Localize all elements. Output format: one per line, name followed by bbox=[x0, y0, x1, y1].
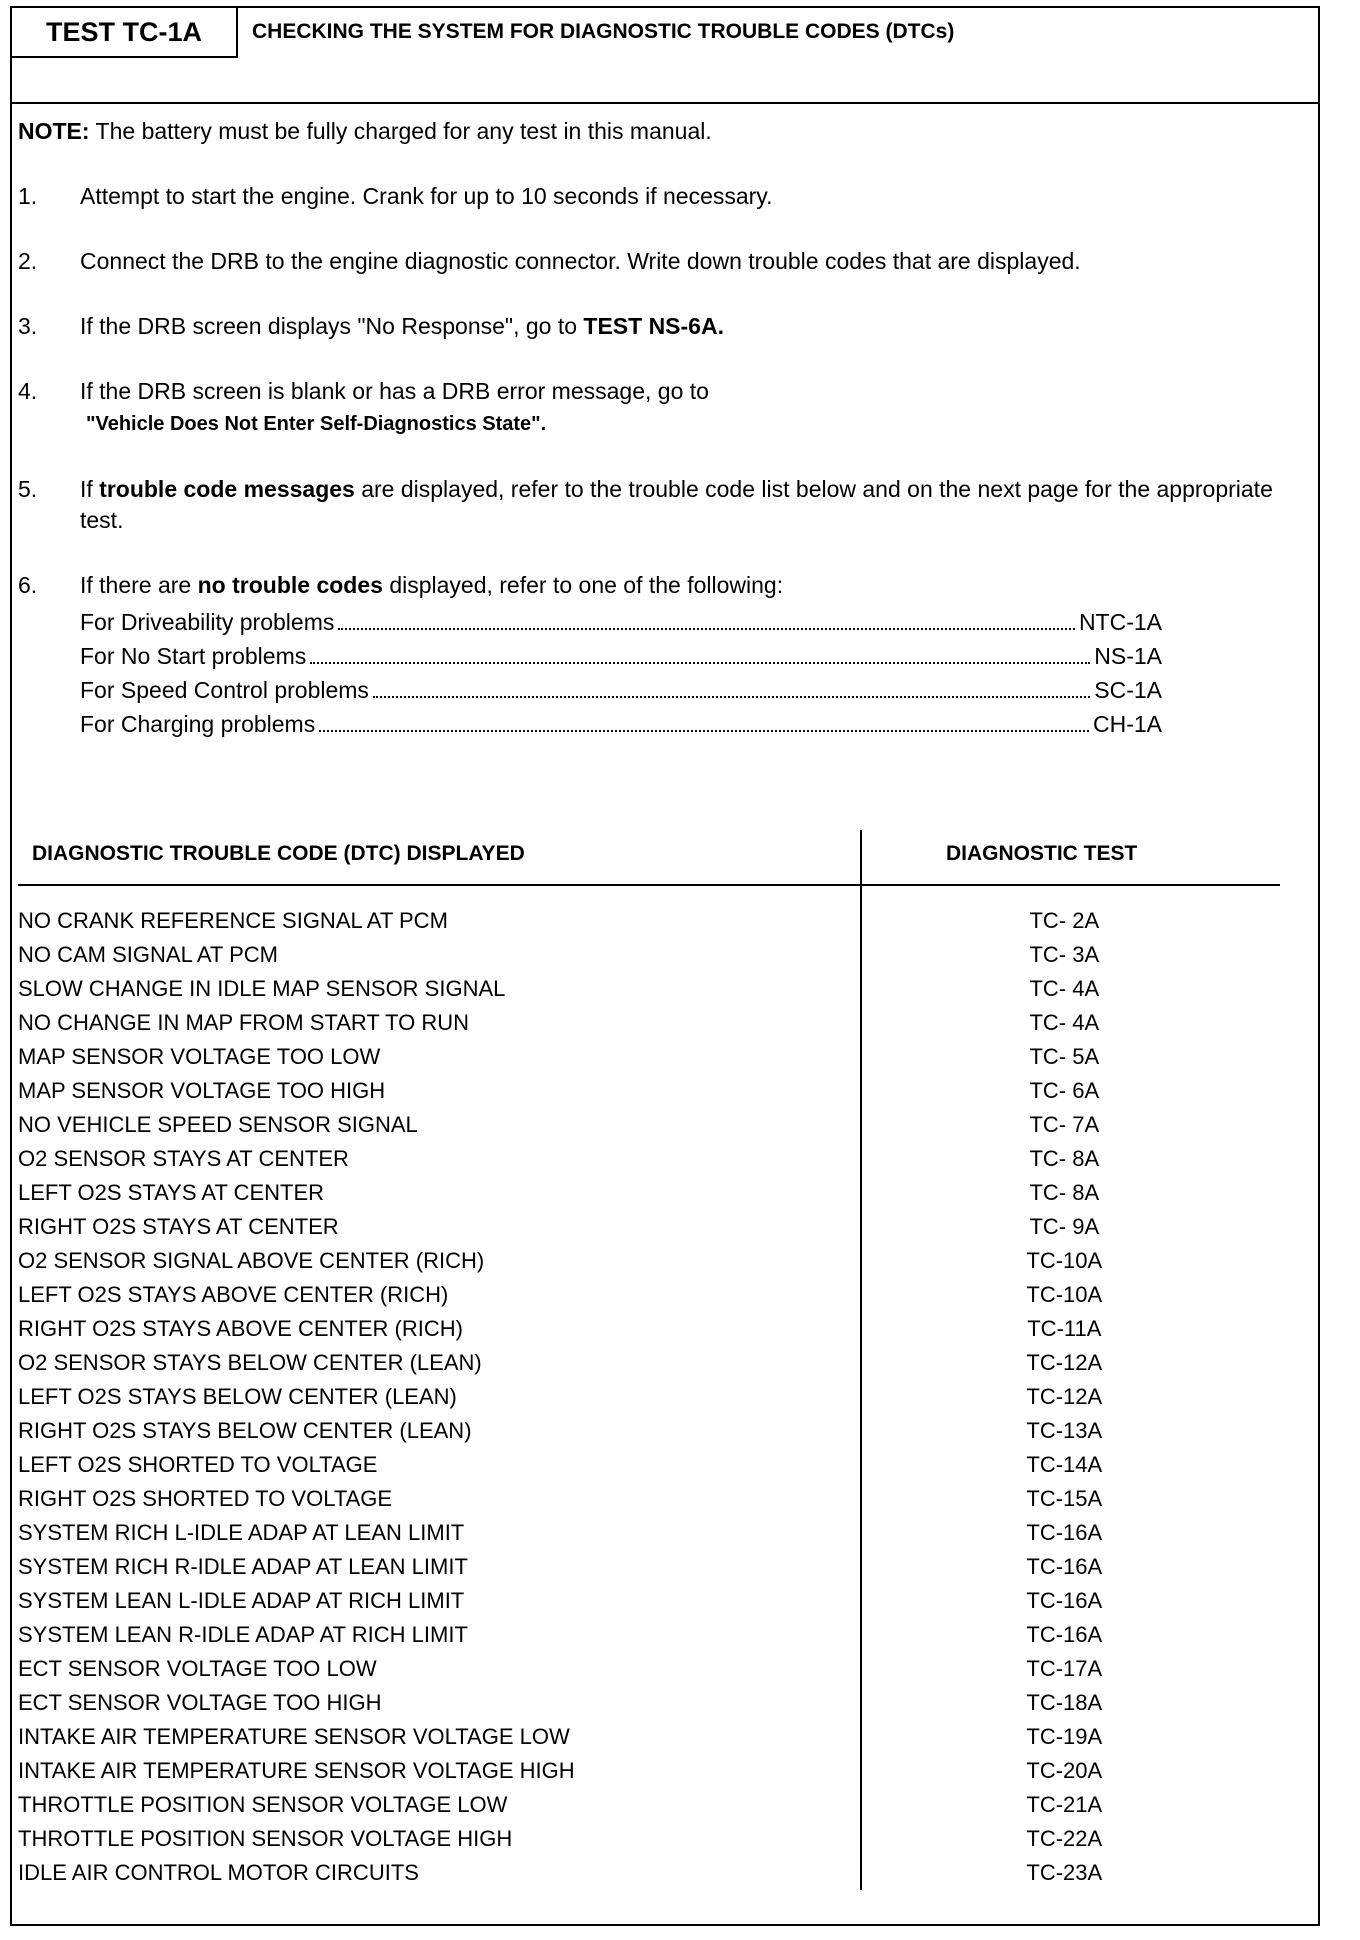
table-row bbox=[18, 1584, 1258, 1618]
note bbox=[18, 118, 1298, 145]
diagnostic-test-code: TC- 5A bbox=[1029, 1044, 1100, 1069]
step-number: 1. bbox=[18, 183, 38, 209]
note-text: The battery must be fully charged for any test in this manual. bbox=[95, 118, 712, 144]
table-row bbox=[18, 1482, 1258, 1516]
header bbox=[12, 8, 1318, 104]
dtc-description: NO CRANK REFERENCE SIGNAL AT PCM bbox=[18, 908, 448, 933]
dtc-description: RIGHT O2S STAYS BELOW CENTER (LEAN) bbox=[18, 1418, 472, 1443]
dtc-description: LEFT O2S SHORTED TO VOLTAGE bbox=[18, 1452, 378, 1477]
diagnostic-test-code: TC- 8A bbox=[1029, 1180, 1100, 1205]
table-row bbox=[18, 1346, 1258, 1380]
dtc-description: INTAKE AIR TEMPERATURE SENSOR VOLTAGE HIGH bbox=[18, 1758, 575, 1783]
dtc-description: RIGHT O2S SHORTED TO VOLTAGE bbox=[18, 1486, 393, 1511]
table-row bbox=[18, 1414, 1258, 1448]
diagnostic-test-code: TC-16A bbox=[1026, 1622, 1103, 1647]
table-row bbox=[18, 1686, 1258, 1720]
diagnostic-test-code: TC- 4A bbox=[1029, 1010, 1100, 1035]
leader-dots bbox=[319, 707, 1089, 732]
step-number: 6. bbox=[18, 572, 38, 598]
step-number: 5. bbox=[18, 476, 38, 502]
dtc-column-header: DIAGNOSTIC TROUBLE CODE (DTC) DISPLAYED bbox=[32, 842, 525, 865]
dtc-description: THROTTLE POSITION SENSOR VOLTAGE HIGH bbox=[18, 1826, 513, 1851]
table-row bbox=[18, 1516, 1258, 1550]
step-subtext: "Vehicle Does Not Enter Self-Diagnostics State". bbox=[86, 413, 547, 435]
dtc-description: ECT SENSOR VOLTAGE TOO HIGH bbox=[18, 1690, 382, 1715]
referral-label: For Driveability problems bbox=[80, 609, 335, 635]
diagnostic-test-code: TC- 2A bbox=[1029, 908, 1100, 933]
diagnostic-test-code: TC-21A bbox=[1026, 1792, 1103, 1817]
table-row bbox=[18, 1856, 1258, 1890]
diagnostic-test-code: TC- 9A bbox=[1029, 1214, 1100, 1239]
diagnostic-test-code: TC-16A bbox=[1026, 1588, 1103, 1613]
step-number: 2. bbox=[18, 248, 38, 274]
table-row bbox=[18, 1176, 1258, 1210]
table-row bbox=[18, 1448, 1258, 1482]
referral-label: For Charging problems bbox=[80, 711, 316, 737]
diagnostic-test-code: TC-17A bbox=[1026, 1656, 1103, 1681]
diagnostic-test-code: TC-10A bbox=[1026, 1248, 1103, 1273]
dtc-description: SLOW CHANGE IN IDLE MAP SENSOR SIGNAL bbox=[18, 976, 506, 1001]
step-6 bbox=[18, 570, 1298, 601]
referral-speed-control bbox=[80, 673, 1162, 707]
table-row bbox=[18, 1278, 1258, 1312]
step-link-test: TEST NS-6A. bbox=[583, 313, 724, 339]
step-bold: trouble code messages bbox=[99, 476, 355, 502]
diagnostic-test-code: TC-15A bbox=[1026, 1486, 1103, 1511]
table-row bbox=[18, 1006, 1258, 1040]
table-row bbox=[18, 1074, 1258, 1108]
diagnostic-test-code: TC-22A bbox=[1026, 1826, 1103, 1851]
step-text: If the DRB screen displays "No Response", go to bbox=[80, 313, 578, 339]
step-text: displayed, refer to one of the following: bbox=[389, 572, 784, 598]
table-row bbox=[18, 1312, 1258, 1346]
diagnostic-test-code: TC-11A bbox=[1027, 1316, 1102, 1341]
step-4 bbox=[18, 376, 1298, 440]
referral-label: For No Start problems bbox=[80, 643, 307, 669]
table-row bbox=[18, 904, 1258, 938]
step-pre: If bbox=[80, 476, 93, 502]
diagnostic-test-code: TC-14A bbox=[1026, 1452, 1103, 1477]
table-row bbox=[18, 1618, 1258, 1652]
table-row bbox=[18, 1380, 1258, 1414]
referral-code: NTC-1A bbox=[1078, 609, 1162, 635]
table-row bbox=[18, 1720, 1258, 1754]
test-id: TEST TC-1A bbox=[12, 8, 238, 58]
dtc-description: O2 SENSOR STAYS AT CENTER bbox=[18, 1146, 349, 1171]
dtc-description: SYSTEM RICH R-IDLE ADAP AT LEAN LIMIT bbox=[18, 1554, 468, 1579]
dtc-description: ECT SENSOR VOLTAGE TOO LOW bbox=[18, 1656, 377, 1681]
diagnostic-test-code: TC-16A bbox=[1026, 1554, 1103, 1579]
step-1 bbox=[18, 181, 1298, 212]
step-text: Attempt to start the engine. Crank for up to 10 seconds if necessary. bbox=[80, 183, 773, 209]
diagnostic-test-code: TC- 6A bbox=[1029, 1078, 1100, 1103]
diagnostic-test-code: TC-18A bbox=[1026, 1690, 1103, 1715]
diagnostic-test-code: TC-12A bbox=[1026, 1350, 1103, 1375]
diagnostic-test-code: TC-19A bbox=[1026, 1724, 1103, 1749]
leader-dots bbox=[373, 673, 1090, 698]
table-row bbox=[18, 1108, 1258, 1142]
dtc-description: O2 SENSOR SIGNAL ABOVE CENTER (RICH) bbox=[18, 1248, 485, 1273]
table-row bbox=[18, 1652, 1258, 1686]
step-number: 3. bbox=[18, 313, 38, 339]
dtc-table bbox=[18, 904, 1258, 1890]
diagnostic-test-code: TC- 4A bbox=[1029, 976, 1100, 1001]
step-2 bbox=[18, 246, 1298, 277]
diagnostic-test-code: TC-23A bbox=[1026, 1860, 1103, 1885]
referral-code: NS-1A bbox=[1094, 643, 1162, 669]
step-bold: no trouble codes bbox=[197, 572, 383, 598]
dtc-description: NO CHANGE IN MAP FROM START TO RUN bbox=[18, 1010, 470, 1035]
referral-label: For Speed Control problems bbox=[80, 677, 369, 703]
dtc-description: NO CAM SIGNAL AT PCM bbox=[18, 942, 278, 967]
dtc-description: SYSTEM RICH L-IDLE ADAP AT LEAN LIMIT bbox=[18, 1520, 465, 1545]
diagnostic-test-code: TC- 8A bbox=[1029, 1146, 1100, 1171]
test-column-header: DIAGNOSTIC TEST bbox=[946, 842, 1138, 865]
dtc-description: RIGHT O2S STAYS ABOVE CENTER (RICH) bbox=[18, 1316, 463, 1341]
dtc-description: LEFT O2S STAYS AT CENTER bbox=[18, 1180, 325, 1205]
table-row bbox=[18, 1822, 1258, 1856]
step-3 bbox=[18, 311, 1298, 342]
table-row bbox=[18, 1754, 1258, 1788]
diagnostic-test-code: TC-16A bbox=[1026, 1520, 1103, 1545]
dtc-description: O2 SENSOR STAYS BELOW CENTER (LEAN) bbox=[18, 1350, 482, 1375]
dtc-description: THROTTLE POSITION SENSOR VOLTAGE LOW bbox=[18, 1792, 508, 1817]
step-text: are displayed, refer to the trouble code list below and on the next page for the appropriate test. bbox=[80, 476, 1273, 533]
step-pre: If there are bbox=[80, 572, 192, 598]
table-row bbox=[18, 1210, 1258, 1244]
step-number: 4. bbox=[18, 378, 38, 404]
test-title: CHECKING THE SYSTEM FOR DIAGNOSTIC TROUBLE CODES (DTCs) bbox=[252, 20, 955, 43]
referral-list bbox=[80, 605, 1298, 741]
diagnostic-test-code: TC- 7A bbox=[1029, 1112, 1100, 1137]
diagnostic-test-code: TC-10A bbox=[1026, 1282, 1103, 1307]
dtc-description: RIGHT O2S STAYS AT CENTER bbox=[18, 1214, 339, 1239]
referral-charging bbox=[80, 707, 1162, 741]
dtc-description: IDLE AIR CONTROL MOTOR CIRCUITS bbox=[18, 1860, 419, 1885]
table-row bbox=[18, 1550, 1258, 1584]
instructions bbox=[18, 118, 1298, 741]
step-text: If the DRB screen is blank or has a DRB error message, go to bbox=[80, 378, 709, 404]
dtc-description: MAP SENSOR VOLTAGE TOO LOW bbox=[18, 1044, 381, 1069]
dtc-description: NO VEHICLE SPEED SENSOR SIGNAL bbox=[18, 1112, 418, 1137]
leader-dots bbox=[310, 639, 1090, 664]
step-text: Connect the DRB to the engine diagnostic connector. Write down trouble codes that are displayed. bbox=[80, 248, 1081, 274]
referral-code: CH-1A bbox=[1092, 711, 1162, 737]
dtc-description: LEFT O2S STAYS ABOVE CENTER (RICH) bbox=[18, 1282, 449, 1307]
diagnostic-test-code: TC-12A bbox=[1026, 1384, 1103, 1409]
dtc-description: MAP SENSOR VOLTAGE TOO HIGH bbox=[18, 1078, 386, 1103]
referral-code: SC-1A bbox=[1094, 677, 1162, 703]
diagnostic-test-code: TC-20A bbox=[1026, 1758, 1103, 1783]
table-row bbox=[18, 1040, 1258, 1074]
diagnostic-test-code: TC- 3A bbox=[1029, 942, 1100, 967]
table-row bbox=[18, 1244, 1258, 1278]
diagnostic-test-code: TC-13A bbox=[1026, 1418, 1103, 1443]
dtc-description: INTAKE AIR TEMPERATURE SENSOR VOLTAGE LOW bbox=[18, 1724, 570, 1749]
step-5 bbox=[18, 474, 1298, 536]
referral-no-start bbox=[80, 639, 1162, 673]
table-row bbox=[18, 1788, 1258, 1822]
table-row bbox=[18, 938, 1258, 972]
dtc-description: SYSTEM LEAN R-IDLE ADAP AT RICH LIMIT bbox=[18, 1622, 468, 1647]
leader-dots bbox=[338, 605, 1075, 630]
header-rule bbox=[18, 884, 1280, 886]
dtc-description: LEFT O2S STAYS BELOW CENTER (LEAN) bbox=[18, 1384, 457, 1409]
dtc-description: SYSTEM LEAN L-IDLE ADAP AT RICH LIMIT bbox=[18, 1588, 465, 1613]
table-row bbox=[18, 972, 1258, 1006]
table-row bbox=[18, 1142, 1258, 1176]
referral-driveability bbox=[80, 605, 1162, 639]
note-label: NOTE: bbox=[18, 118, 90, 144]
